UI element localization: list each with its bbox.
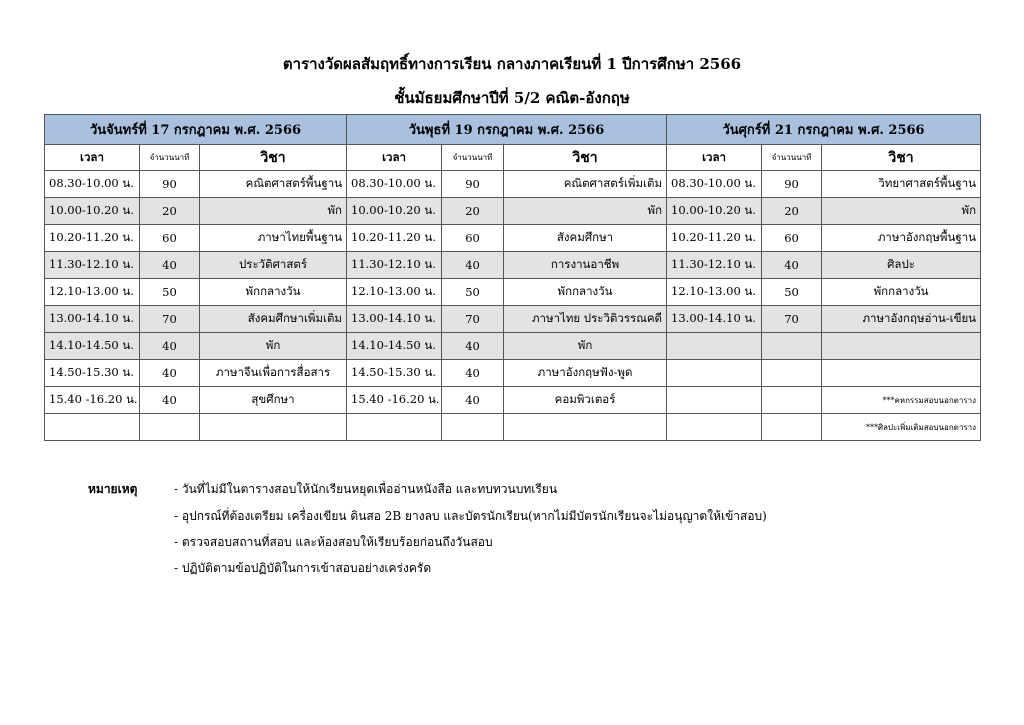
remark-line: - อุปกรณ์ที่ต้องเตรียม เครื่องเขียน ดินสอ 2B ยางลบ และบัตรนักเรียน(หากไม่มีบัตรนักเรียนจะไม่อนุญาตให้เข้าสอบ) bbox=[174, 509, 767, 523]
minutes-cell: 90 bbox=[762, 171, 822, 198]
day-header-friday: วันศุกร์ที่ 21 กรกฎาคม พ.ศ. 2566 bbox=[667, 115, 981, 145]
subject-cell bbox=[822, 360, 981, 387]
day-header-monday: วันจันทร์ที่ 17 กรกฎาคม พ.ศ. 2566 bbox=[45, 115, 347, 145]
time-cell: 13.00-14.10 น. bbox=[667, 306, 762, 333]
minutes-cell: 50 bbox=[442, 279, 504, 306]
table-row bbox=[45, 333, 981, 360]
day-header-wednesday: วันพุธที่ 19 กรกฎาคม พ.ศ. 2566 bbox=[347, 115, 667, 145]
subject-cell: สุขศึกษา bbox=[200, 387, 347, 414]
column-header-subject: วิชา bbox=[822, 145, 981, 171]
time-cell: 08.30-10.00 น. bbox=[347, 171, 442, 198]
subject-cell: คณิตศาสตร์พื้นฐาน bbox=[200, 171, 347, 198]
table-row bbox=[45, 171, 981, 198]
time-cell: 10.00-10.20 น. bbox=[45, 198, 140, 225]
column-header-minutes: จำนวนนาที bbox=[442, 145, 504, 171]
time-cell bbox=[667, 360, 762, 387]
subject-cell: สังคมศึกษา bbox=[504, 225, 667, 252]
day-header-row bbox=[45, 115, 981, 145]
minutes-cell bbox=[140, 414, 200, 441]
minutes-cell: 20 bbox=[762, 198, 822, 225]
exam-schedule-table bbox=[44, 114, 981, 441]
column-header-time: เวลา bbox=[45, 145, 140, 171]
subject-cell: ภาษาจีนเพื่อการสื่อสาร bbox=[200, 360, 347, 387]
minutes-cell: 40 bbox=[442, 360, 504, 387]
minutes-cell: 40 bbox=[140, 387, 200, 414]
subject-cell bbox=[200, 414, 347, 441]
time-cell: 10.20-11.20 น. bbox=[347, 225, 442, 252]
minutes-cell: 70 bbox=[762, 306, 822, 333]
time-cell: 10.20-11.20 น. bbox=[45, 225, 140, 252]
time-cell: 08.30-10.00 น. bbox=[667, 171, 762, 198]
minutes-cell bbox=[442, 414, 504, 441]
subject-cell: พักกลางวัน bbox=[504, 279, 667, 306]
subject-cell bbox=[822, 333, 981, 360]
minutes-cell: 70 bbox=[442, 306, 504, 333]
minutes-cell: 40 bbox=[140, 360, 200, 387]
table-row bbox=[45, 252, 981, 279]
subject-cell: พัก bbox=[504, 333, 667, 360]
subject-cell: พัก bbox=[504, 198, 667, 225]
time-cell: 12.10-13.00 น. bbox=[667, 279, 762, 306]
subject-cell: พักกลางวัน bbox=[822, 279, 981, 306]
table-row bbox=[45, 306, 981, 333]
subject-cell: การงานอาชีพ bbox=[504, 252, 667, 279]
column-header-row bbox=[45, 145, 981, 171]
subject-cell: วิทยาศาสตร์พื้นฐาน bbox=[822, 171, 981, 198]
minutes-cell bbox=[762, 387, 822, 414]
subject-cell: สังคมศึกษาเพิ่มเติม bbox=[200, 306, 347, 333]
time-cell: 11.30-12.10 น. bbox=[45, 252, 140, 279]
time-cell: 11.30-12.10 น. bbox=[667, 252, 762, 279]
time-cell: 14.50-15.30 น. bbox=[347, 360, 442, 387]
subject-cell: ภาษาไทยพื้นฐาน bbox=[200, 225, 347, 252]
document-title: ตารางวัดผลสัมฤทธิ์ทางการเรียน กลางภาคเรียนที่ 1 ปีการศึกษา 2566 bbox=[282, 55, 742, 73]
remark-line: - วันที่ไม่มีในตารางสอบให้นักเรียนหยุดเพื่ออ่านหนังสือ และทบทวนบทเรียน bbox=[174, 482, 558, 496]
time-cell: 10.20-11.20 น. bbox=[667, 225, 762, 252]
time-cell: 12.10-13.00 น. bbox=[347, 279, 442, 306]
column-header-time: เวลา bbox=[347, 145, 442, 171]
minutes-cell: 40 bbox=[442, 387, 504, 414]
time-cell: 15.40 -16.20 น. bbox=[45, 387, 140, 414]
subject-cell: ประวัติศาสตร์ bbox=[200, 252, 347, 279]
remarks-label: หมายเหตุ bbox=[88, 482, 138, 496]
minutes-cell bbox=[762, 414, 822, 441]
subject-cell: พัก bbox=[200, 333, 347, 360]
document-subtitle: ชั้นมัธยมศึกษาปีที่ 5/2 คณิต-อังกฤษ bbox=[394, 89, 630, 107]
time-cell bbox=[667, 387, 762, 414]
table-row bbox=[45, 198, 981, 225]
time-cell: 14.50-15.30 น. bbox=[45, 360, 140, 387]
time-cell: 14.10-14.50 น. bbox=[45, 333, 140, 360]
minutes-cell: 40 bbox=[442, 333, 504, 360]
subject-cell: คณิตศาสตร์เพิ่มเติม bbox=[504, 171, 667, 198]
table-row bbox=[45, 279, 981, 306]
minutes-cell: 40 bbox=[442, 252, 504, 279]
minutes-cell: 50 bbox=[140, 279, 200, 306]
minutes-cell: 40 bbox=[140, 333, 200, 360]
column-header-subject: วิชา bbox=[504, 145, 667, 171]
time-cell: 08.30-10.00 น. bbox=[45, 171, 140, 198]
time-cell: 11.30-12.10 น. bbox=[347, 252, 442, 279]
subject-cell: ภาษาอังกฤษพื้นฐาน bbox=[822, 225, 981, 252]
table-row bbox=[45, 387, 981, 414]
time-cell: 13.00-14.10 น. bbox=[45, 306, 140, 333]
minutes-cell bbox=[762, 333, 822, 360]
minutes-cell: 20 bbox=[442, 198, 504, 225]
table-row bbox=[45, 360, 981, 387]
minutes-cell: 40 bbox=[762, 252, 822, 279]
note-cell: ***ศิลปะเพิ่มเติมสอบนอกตาราง bbox=[822, 414, 981, 441]
remark-line: - ปฏิบัติตามข้อปฏิบัติในการเข้าสอบอย่างเคร่งครัด bbox=[174, 561, 432, 575]
minutes-cell: 60 bbox=[442, 225, 504, 252]
table-row bbox=[45, 225, 981, 252]
time-cell: 10.00-10.20 น. bbox=[347, 198, 442, 225]
minutes-cell: 60 bbox=[762, 225, 822, 252]
column-header-time: เวลา bbox=[667, 145, 762, 171]
subject-cell: คอมพิวเตอร์ bbox=[504, 387, 667, 414]
subject-cell: ภาษาอังกฤษอ่าน-เขียน bbox=[822, 306, 981, 333]
time-cell: 10.00-10.20 น. bbox=[667, 198, 762, 225]
minutes-cell: 60 bbox=[140, 225, 200, 252]
minutes-cell: 70 bbox=[140, 306, 200, 333]
subject-cell: ภาษาอังกฤษฟัง-พูด bbox=[504, 360, 667, 387]
minutes-cell: 90 bbox=[442, 171, 504, 198]
time-cell: 15.40 -16.20 น. bbox=[347, 387, 442, 414]
time-cell bbox=[347, 414, 442, 441]
remark-line: - ตรวจสอบสถานที่สอบ และห้องสอบให้เรียบร้อยก่อนถึงวันสอบ bbox=[174, 535, 493, 549]
subject-cell bbox=[504, 414, 667, 441]
column-header-minutes: จำนวนนาที bbox=[140, 145, 200, 171]
subject-cell: พัก bbox=[822, 198, 981, 225]
subject-cell: ศิลปะ bbox=[822, 252, 981, 279]
time-cell bbox=[667, 333, 762, 360]
column-header-minutes: จำนวนนาที bbox=[762, 145, 822, 171]
minutes-cell: 90 bbox=[140, 171, 200, 198]
time-cell bbox=[667, 414, 762, 441]
subject-cell: ภาษาไทย ประวิติวรรณคดี bbox=[504, 306, 667, 333]
time-cell: 12.10-13.00 น. bbox=[45, 279, 140, 306]
note-cell: ***คหกรรมสอบนอกตาราง bbox=[822, 387, 981, 414]
subject-cell: พักกลางวัน bbox=[200, 279, 347, 306]
minutes-cell: 20 bbox=[140, 198, 200, 225]
column-header-subject: วิชา bbox=[200, 145, 347, 171]
minutes-cell bbox=[762, 360, 822, 387]
subject-cell: พัก bbox=[200, 198, 347, 225]
table-row bbox=[45, 414, 981, 441]
time-cell bbox=[45, 414, 140, 441]
time-cell: 13.00-14.10 น. bbox=[347, 306, 442, 333]
minutes-cell: 40 bbox=[140, 252, 200, 279]
minutes-cell: 50 bbox=[762, 279, 822, 306]
time-cell: 14.10-14.50 น. bbox=[347, 333, 442, 360]
